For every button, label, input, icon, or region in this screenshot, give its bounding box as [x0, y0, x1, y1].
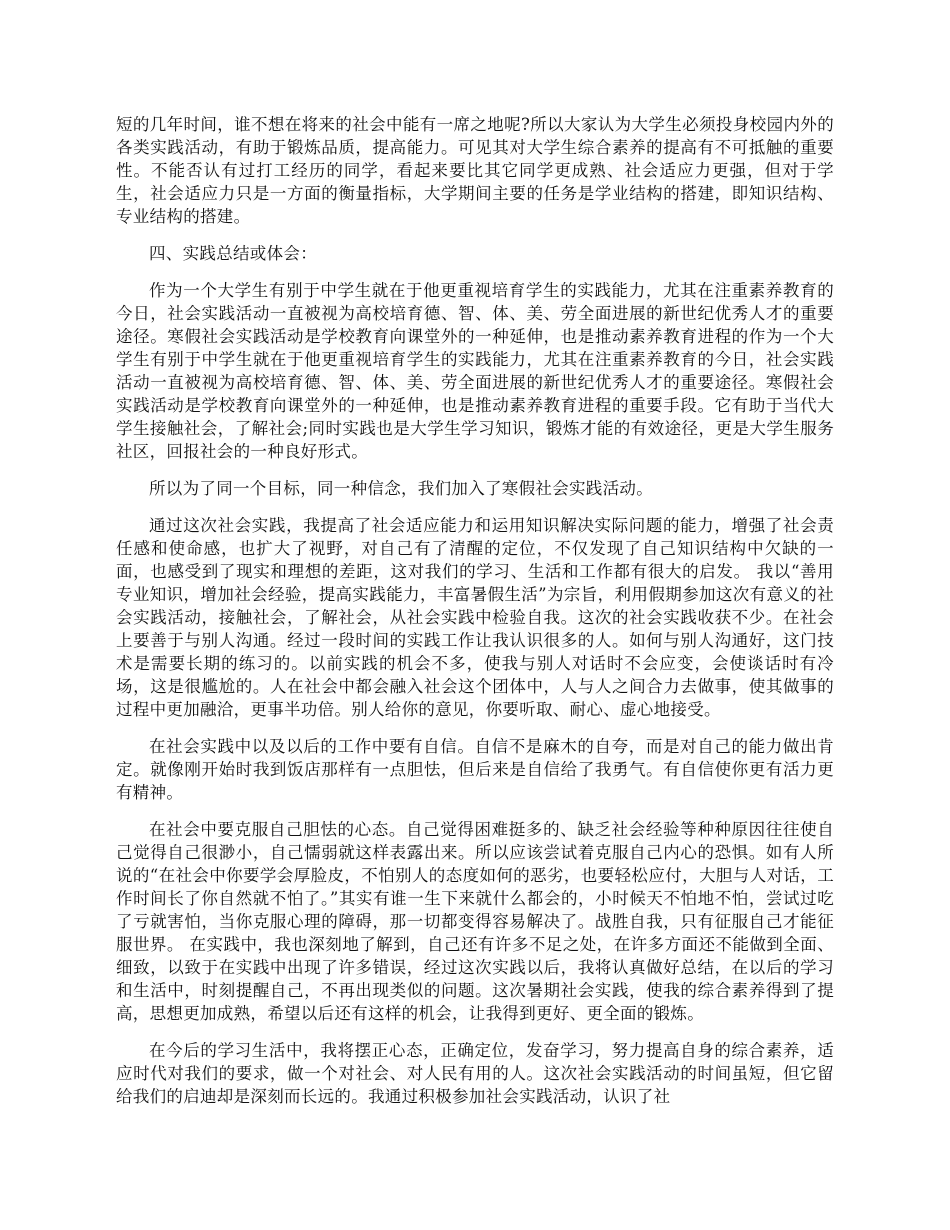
paragraph-overcome-timidity: 在社会中要克服自己胆怯的心态。自己觉得困难挺多的、缺乏社会经验等种种原因往往使自己觉得自己很渺小，自己懦弱就这样表露出来。所以应该尝试着克服自己内心的恐惧。如有人所说的“在社会中你要学会厚脸皮，不怕别人的态度如何的恶劣，也要轻松应付，大胆与人对话，工作时间长了你自然就不怕了。”其实有谁一生下来就什么都会的，小时候天不怕地不怕，尝试过吃了亏就害怕，当你克服心理的障碍，那一切都变得容易解决了。战胜自我，只有征服自己才能征服世界。 在实践中，我也深刻地了解到，自己还有许多不足之处，在许多方面还不能做到全面、细致，以致于在实践中出现了许多错误，经过这次实践以后，我将认真做好总结，在以后的学习和生活中，时刻提醒自己，不再出现类似的问题。这次暑期社会实践，使我的综合素养得到了提高，思想更加成熟，希望以后还有这样的机会，让我得到更好、更全面的锻炼。 [116, 820, 834, 1023]
section-heading-practice-summary: 四、实践总结或体会： [149, 244, 317, 263]
paragraph-practice-ability: 作为一个大学生有别于中学生就在于他更重视培育学生的实践能力，尤其在注重素养教育的今日，社会实践活动一直被视为高校培育德、智、体、美、劳全面进展的新世纪优秀人才的重要途径。寒假社会实践活动是学校教育向课堂外的一种延伸，也是推动素养教育进程的作为一个大学生有别于中学生就在于他更重视培育学生的实践能力，尤其在注重素养教育的今日，社会实践活动一直被视为高校培育德、智、体、美、劳全面进展的新世纪优秀人才的重要途径。寒假社会实践活动是学校教育向课堂外的一种延伸，也是推动素养教育进程的重要手段。它有助于当代大学生接触社会，了解社会;同时实践也是大学生学习知识，锻炼才能的有效途径，更是大学生服务社区，回报社会的一种良好形式。 [116, 281, 834, 461]
paragraph-confidence: 在社会实践中以及以后的工作中要有自信。自信不是麻木的自夸，而是对自己的能力做出肯定。就像刚开始时我到饭店那样有一点胆怯，但后来是自信给了我勇气。有自信使你更有活力更有精神。 [116, 737, 834, 802]
paragraph-future-study: 在今后的学习生活中，我将摆正心态，正确定位，发奋学习，努力提高自身的综合素养，适应时代对我们的要求，做一个对社会、对人民有用的人。这次社会实践活动的时间虽短，但它留给我们的启迪却是深刻而长远的。我通过积极参加社会实践活动，认识了社 [116, 1041, 834, 1106]
paragraph-through-practice: 通过这次社会实践，我提高了社会适应能力和运用知识解决实际问题的能力，增强了社会责任感和使命感，也扩大了视野，对自己有了清醒的定位，不仅发现了自己知识结构中欠缺的一面，也感受到了现实和理想的差距，这对我们的学习、生活和工作都有很大的启发。 我以“善用专业知识，增加社会经验，提高实践能力，丰富暑假生活”为宗旨，利用假期参加这次有意义的社会实践活动，接触社会，了解社会，从社会实践中检验自我。这次的社会实践收获不少。在社会上要善于与别人沟通。经过一段时间的实践工作让我认识很多的人。如何与别人沟通好，这门技术是需要长期的练习的。以前实践的机会不多，使我与别人对话时不会应变，会使谈话时有冷场，这是很尴尬的。人在社会中都会融入社会这个团体中，人与人之间合力去做事，使其做事的过程中更加融洽，更事半功倍。别人给你的意见，你要听取、耐心、虚心地接受。 [116, 516, 834, 719]
paragraph-continuation: 短的几年时间，谁不想在将来的社会中能有一席之地呢?所以大家认为大学生必须投身校园内外的各类实践活动，有助于锻炼品质，提高能力。可见其对大学生综合素养的提高有不可抵触的重要性。不能否认有过打工经历的同学，看起来要比其它同学更成熟、社会适应力更强，但对于学生，社会适应力只是一方面的衡量指标，大学期间主要的任务是学业结构的搭建，即知识结构、专业结构的搭建。 [116, 115, 834, 226]
document-body [116, 113, 834, 1122]
paragraph-same-goal: 所以为了同一个目标，同一种信念，我们加入了寒假社会实践活动。 [149, 479, 653, 498]
